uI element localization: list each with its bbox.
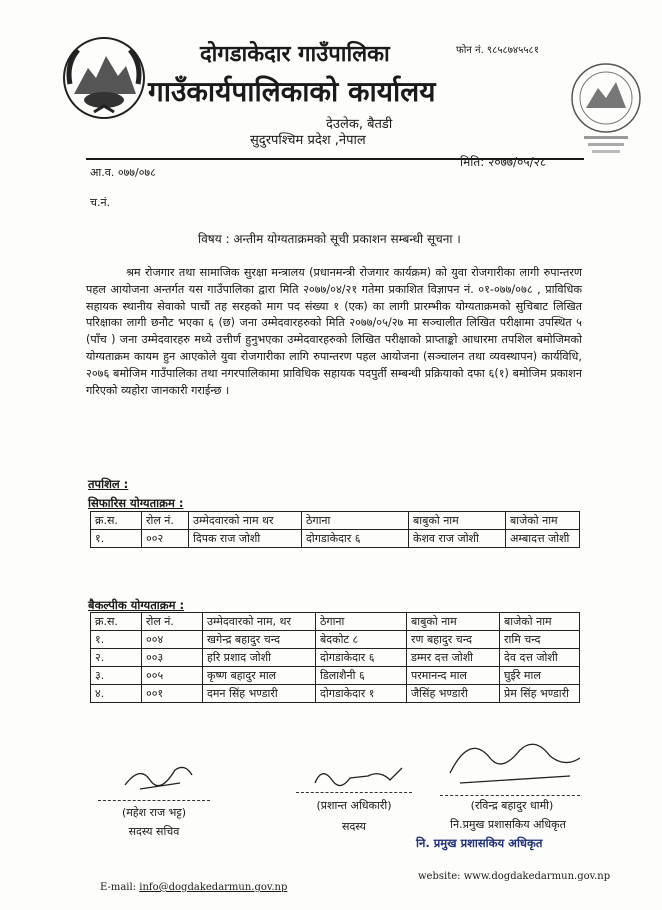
cell: केशव राज जोशी [409, 530, 506, 548]
municipality-logo-icon [566, 58, 646, 158]
col-address: ठेगाना [316, 613, 407, 631]
col-roll: रोल नं. [142, 613, 203, 631]
table-row [91, 631, 580, 649]
cell: ००५ [142, 667, 203, 685]
phone-number: फोन नं. ९८५८७४५५८१ [456, 45, 539, 56]
cell: दमन सिंह भण्डारी [203, 685, 316, 703]
signature-line [98, 800, 210, 801]
table-row [91, 649, 580, 667]
signatory-2-role: सदस्य [342, 820, 366, 833]
col-father: बाबुको नाम [409, 512, 506, 530]
cell: जैसिंह भण्डारी [407, 685, 500, 703]
signatory-2-name: (प्रशान्त अधिकारी) [316, 799, 392, 812]
recommended-title: सिफारिस योग्यताक्रम : [88, 496, 184, 510]
signatory-1-name: (महेश राज भट्ट) [121, 806, 187, 819]
municipality-name: दोगडाकेदार गाउँपालिका [200, 42, 390, 67]
cell: १. [91, 631, 142, 649]
cell: रण बहादुर चन्द [407, 631, 500, 649]
cell: हरि प्रशाद जोशी [203, 649, 316, 667]
email-link[interactable]: info@dogdakedarmun.gov.np [139, 882, 288, 893]
col-name: उम्मेदवारको नाम थर [189, 512, 302, 530]
cell: दोगडाकेदार १ [316, 685, 407, 703]
footer-email [100, 882, 287, 893]
signature-line [296, 792, 412, 793]
signatory-3-name: (रविन्द्र बहादुर धामी) [470, 799, 554, 812]
notice-body-text: श्रम रोजगार तथा सामाजिक सुरक्षा मन्त्रालय (प्रधानमन्त्री रोजगार कार्यक्रम) को युवा रोजगारीका लागी रुपान्तरण पहल आयोजना अन्तर्गत यस गाउँपालिका द्वारा मिति २०७७/०४/२१ गतेमा प्रकाशित विज्ञापन नं. ०१-०७७/०७८ , प्राविधिक सहायक स्थानीय सेवाको पाचौं तह सरहको माग पद संख्या १ (एक) का लागी प्रारम्भीक योग्यताक्रमको सुचिबाट लिखित परिक्षाका लागी छनौट भएका ६ (छ) जना उम्मेदवारहरुको मिति २०७७/०५/२७ मा सञ्चालीत लिखित परीक्षामा उपस्थित ५ (पाँच ) जना उम्मेदवारहरु मध्ये उत्तीर्ण हुनुभएका उम्मेदवारहरुको लिखित परीक्षाको प्राप्ताङ्को आधारमा तपशिल बमोजिमको योग्यताक्रम कायम हुन आएकोले युवा रोजगारीका लागि रुपान्तरण पहल आयोजना (सञ्चालन तथा व्यवस्थापन) कार्यविधि, २०७६ बमोजिम गाउँपालिका तथा नगरपालिकामा प्राविधिक सहायक पदपुर्ती सम्बन्धी प्रक्रियाको दफा ६(१) बमोजिम प्रकाशन गरिएको व्यहोरा जानकारी गराईन्छ । [86, 266, 582, 397]
signatory-3-role: नि.प्रमुख प्रशासकिय अधिकृत [450, 818, 566, 831]
signature-1-icon [120, 755, 200, 795]
fiscal-year: आ.व. ०७७/०७८ [90, 166, 156, 179]
cell: दोगडाकेदार ६ [302, 530, 409, 548]
cell: ३. [91, 667, 142, 685]
col-grandfather: बाजेको नाम [500, 613, 580, 631]
cell: रामि चन्द [500, 631, 580, 649]
cell: ००२ [142, 530, 189, 548]
cell: देव दत्त जोशी [500, 649, 580, 667]
col-grandfather: बाजेको नाम [506, 512, 580, 530]
notice-subject: विषय : अन्तीम योग्यताक्रमको सूची प्रकाशन सम्बन्धी सूचना । [198, 232, 461, 246]
office-province: सुदुरपश्चिम प्रदेश ,नेपाल [250, 133, 366, 148]
cell: बेदकोट ८ [316, 631, 407, 649]
cell: १. [91, 530, 142, 548]
alternate-title: बैकल्पीक योग्यताक्रम : [88, 598, 185, 612]
table-row [91, 685, 580, 703]
signatory-1-role: सदस्य सचिव [128, 825, 180, 838]
cell: डम्मर दत्त जोशी [407, 649, 500, 667]
col-serial: क्र.स. [91, 512, 142, 530]
col-father: बाबुको नाम [407, 613, 500, 631]
cell: परमानन्द माल [407, 667, 500, 685]
cell: डिलाशैनी ६ [316, 667, 407, 685]
table-header-row [91, 613, 580, 631]
col-name: उम्मेदवारको नाम, थर [203, 613, 316, 631]
alternate-table [90, 612, 580, 703]
col-roll: रोल नं. [142, 512, 189, 530]
cell: प्रेम सिंह भण्डारी [500, 685, 580, 703]
cell: ४. [91, 685, 142, 703]
email-label: E-mail: [100, 882, 140, 893]
table-row [91, 667, 580, 685]
cell: खगेन्द्र बहादुर चन्द [203, 631, 316, 649]
cell: घुईरे माल [500, 667, 580, 685]
government-emblem-icon [60, 34, 148, 122]
table-row [91, 530, 580, 548]
office-name: गाउँकार्यपालिकाको कार्यालय [148, 75, 436, 108]
col-address: ठेगाना [302, 512, 409, 530]
cell: कृष्ण बहादुर माल [203, 667, 316, 685]
cell: ००१ [142, 685, 203, 703]
notice-body [86, 265, 582, 399]
signature-line [440, 795, 580, 796]
signature-3-icon [440, 728, 590, 793]
cell: दिपक राज जोशी [189, 530, 302, 548]
letter-date: मिति: २०७७/०५/२८ [460, 155, 547, 169]
cell: ००३ [142, 649, 203, 667]
table-header-row [91, 512, 580, 530]
cell: २. [91, 649, 142, 667]
cell: दोगडाकेदार ६ [316, 649, 407, 667]
reference-number: च.नं. [90, 196, 111, 209]
footer-website[interactable]: website: www.dogdakedarmun.gov.np [418, 871, 611, 882]
recommended-table [90, 511, 580, 548]
details-label: तपशिल : [88, 477, 129, 491]
official-stamp: नि. प्रमुख प्रशासकिय अधिकृत [416, 836, 543, 850]
col-serial: क्र.स. [91, 613, 142, 631]
office-location: देउलेक, बैतडी [326, 117, 393, 132]
cell: ००४ [142, 631, 203, 649]
cell: अम्बादत्त जोशी [506, 530, 580, 548]
